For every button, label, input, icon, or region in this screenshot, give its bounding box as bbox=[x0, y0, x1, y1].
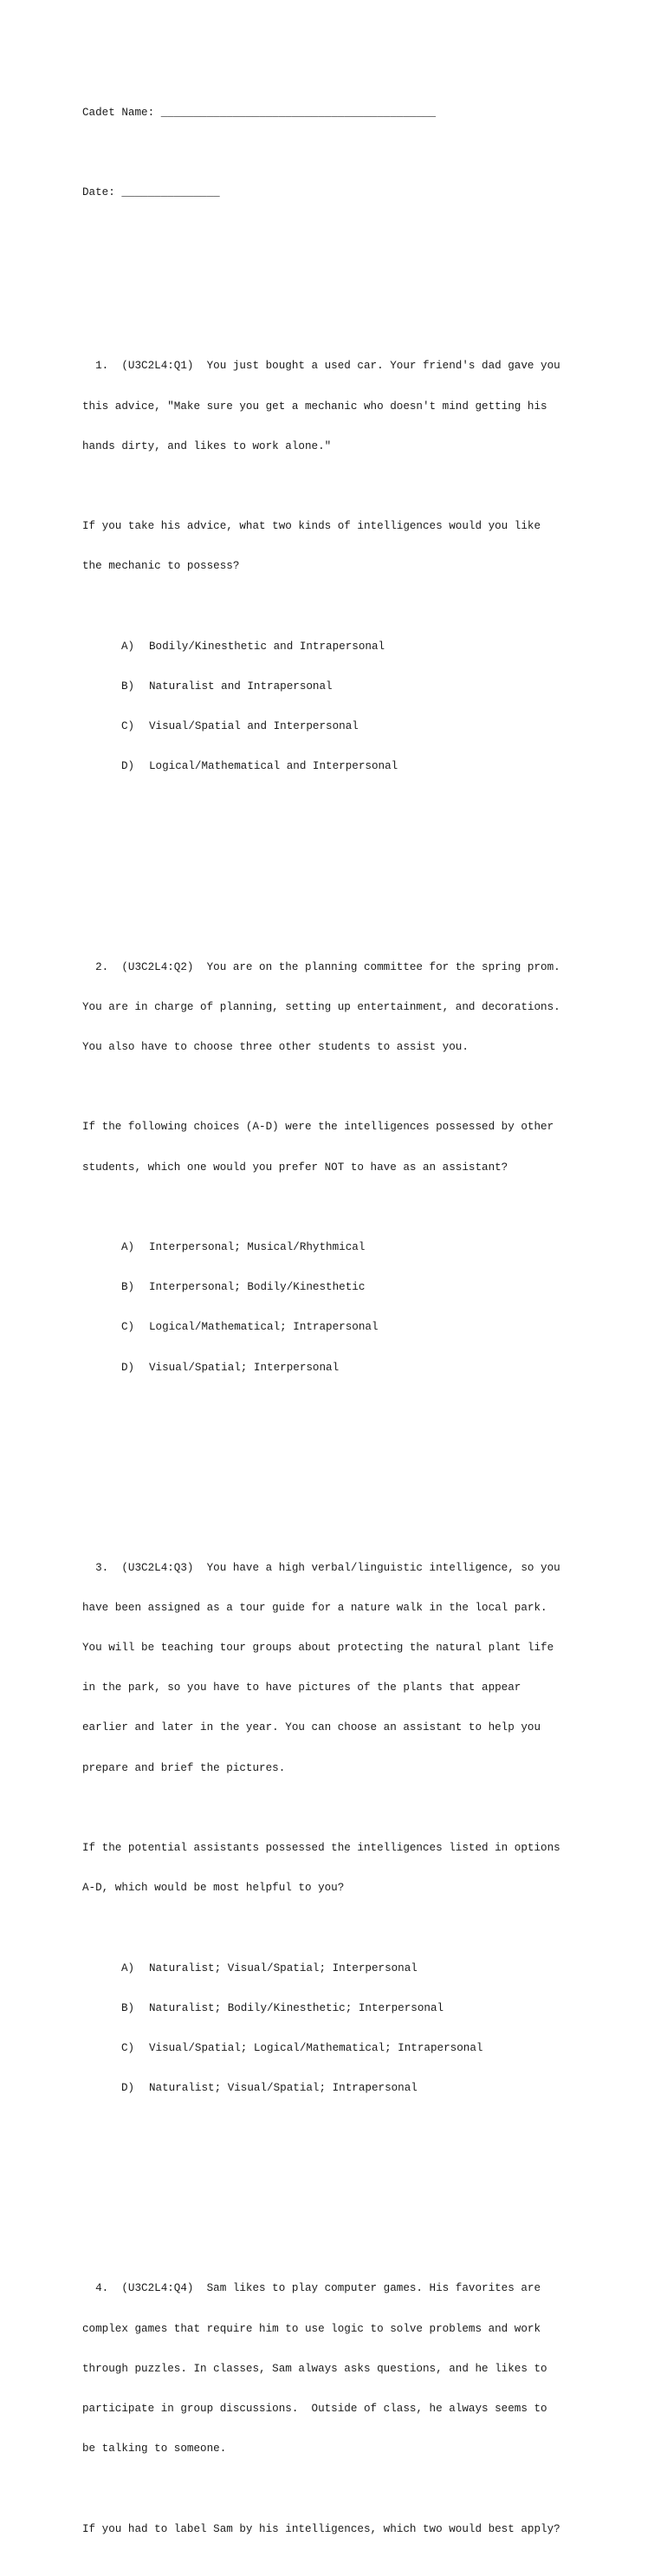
answer-option bbox=[82, 2042, 602, 2055]
option-letter: B) bbox=[121, 1281, 135, 1294]
question-prompt-line: If you take his advice, what two kinds of intelligences would you like bbox=[82, 520, 541, 533]
question-prompt-line: If the following choices (A-D) were the intelligences possessed by other bbox=[82, 1121, 554, 1134]
option-letter: A) bbox=[121, 1240, 135, 1253]
date-line bbox=[82, 186, 602, 199]
question-4 bbox=[82, 2255, 602, 2562]
question-prompt-line: the mechanic to possess? bbox=[82, 560, 240, 573]
option-letter: B) bbox=[121, 680, 135, 693]
question-text-line: have been assigned as a tour guide for a nature walk in the local park. bbox=[82, 1601, 547, 1614]
option-letter: D) bbox=[121, 1361, 135, 1374]
answer-option bbox=[82, 1321, 602, 1334]
question-text-line: 4. (U3C2L4:Q4) Sam likes to play computer games. His favorites are bbox=[82, 2282, 541, 2295]
question-text-line: 2. (U3C2L4:Q2) You are on the planning committee for the spring prom. bbox=[82, 960, 560, 973]
date-label: Date: bbox=[82, 186, 122, 199]
question-text-line: earlier and later in the year. You can choose an assistant to help you bbox=[82, 1721, 541, 1734]
option-text: Naturalist; Visual/Spatial; Intrapersonal bbox=[149, 2082, 418, 2095]
option-text: Logical/Mathematical; Intrapersonal bbox=[149, 1321, 379, 1334]
option-letter: B) bbox=[121, 2001, 135, 2014]
option-text: Interpersonal; Musical/Rhythmical bbox=[149, 1240, 366, 1253]
option-text: Logical/Mathematical and Interpersonal bbox=[149, 760, 398, 773]
question-prompt-line: students, which one would you prefer NOT to have as an assistant? bbox=[82, 1161, 508, 1174]
option-letter: D) bbox=[121, 2082, 135, 2095]
option-text: Visual/Spatial and Interpersonal bbox=[149, 720, 359, 733]
option-text: Naturalist; Bodily/Kinesthetic; Interpersonal bbox=[149, 2001, 444, 2014]
cadet-name-label: Cadet Name: bbox=[82, 106, 161, 119]
question-text-line: in the park, so you have to have pictures of the plants that appear bbox=[82, 1682, 521, 1695]
question-text-line: You also have to choose three other students to assist you. bbox=[82, 1040, 469, 1053]
question-text-line: 3. (U3C2L4:Q3) You have a high verbal/linguistic intelligence, so you bbox=[82, 1561, 560, 1574]
answer-option bbox=[82, 2002, 602, 2015]
cadet-name-blank: __________________________________________ bbox=[160, 106, 437, 119]
question-text-line: prepare and brief the pictures. bbox=[82, 1761, 286, 1774]
option-text: Interpersonal; Bodily/Kinesthetic bbox=[149, 1281, 366, 1294]
question-prompt-line: If you had to label Sam by his intelligences, which two would best apply? bbox=[82, 2522, 560, 2535]
option-text: Bodily/Kinesthetic and Intrapersonal bbox=[149, 640, 385, 653]
question-text-line: 1. (U3C2L4:Q1) You just bought a used car. Your friend's dad gave you bbox=[82, 360, 560, 373]
option-letter: C) bbox=[121, 1321, 135, 1334]
option-letter: A) bbox=[121, 640, 135, 653]
question-text-line: through puzzles. In classes, Sam always asks questions, and he likes to bbox=[82, 2362, 547, 2375]
cadet-name-line bbox=[82, 107, 602, 120]
question-3 bbox=[82, 1535, 602, 2123]
answer-option bbox=[82, 680, 602, 693]
question-text-line: be talking to someone. bbox=[82, 2443, 227, 2456]
option-letter: A) bbox=[121, 1961, 135, 1974]
answer-option bbox=[82, 760, 602, 773]
question-prompt-line: If the potential assistants possessed the intelligences listed in options bbox=[82, 1842, 560, 1855]
question-text-line: hands dirty, and likes to work alone." bbox=[82, 439, 332, 452]
question-2 bbox=[82, 934, 602, 1402]
option-letter: C) bbox=[121, 720, 135, 733]
question-text-line: participate in group discussions. Outside of class, he always seems to bbox=[82, 2402, 547, 2415]
question-1 bbox=[82, 334, 602, 801]
option-text: Naturalist; Visual/Spatial; Interpersonal bbox=[149, 1961, 418, 1974]
option-text: Visual/Spatial; Logical/Mathematical; Intrapersonal bbox=[149, 2042, 483, 2055]
option-text: Visual/Spatial; Interpersonal bbox=[149, 1361, 340, 1374]
option-text: Naturalist and Intrapersonal bbox=[149, 680, 333, 693]
answer-option bbox=[82, 641, 602, 654]
option-letter: D) bbox=[121, 760, 135, 773]
date-blank: _______________ bbox=[121, 186, 220, 199]
question-text-line: You are in charge of planning, setting up entertainment, and decorations. bbox=[82, 1000, 560, 1013]
worksheet-page bbox=[82, 80, 602, 2576]
answer-option bbox=[82, 1241, 602, 1254]
question-prompt-line: A-D, which would be most helpful to you? bbox=[82, 1882, 345, 1895]
question-text-line: complex games that require him to use logic to solve problems and work bbox=[82, 2322, 541, 2335]
answer-option bbox=[82, 1362, 602, 1375]
answer-option bbox=[82, 2082, 602, 2095]
answer-option bbox=[82, 720, 602, 733]
option-letter: C) bbox=[121, 2042, 135, 2055]
question-text-line: You will be teaching tour groups about protecting the natural plant life bbox=[82, 1642, 554, 1655]
answer-option bbox=[82, 1962, 602, 1975]
answer-option bbox=[82, 1281, 602, 1294]
question-text-line: this advice, "Make sure you get a mechanic who doesn't mind getting his bbox=[82, 400, 547, 413]
